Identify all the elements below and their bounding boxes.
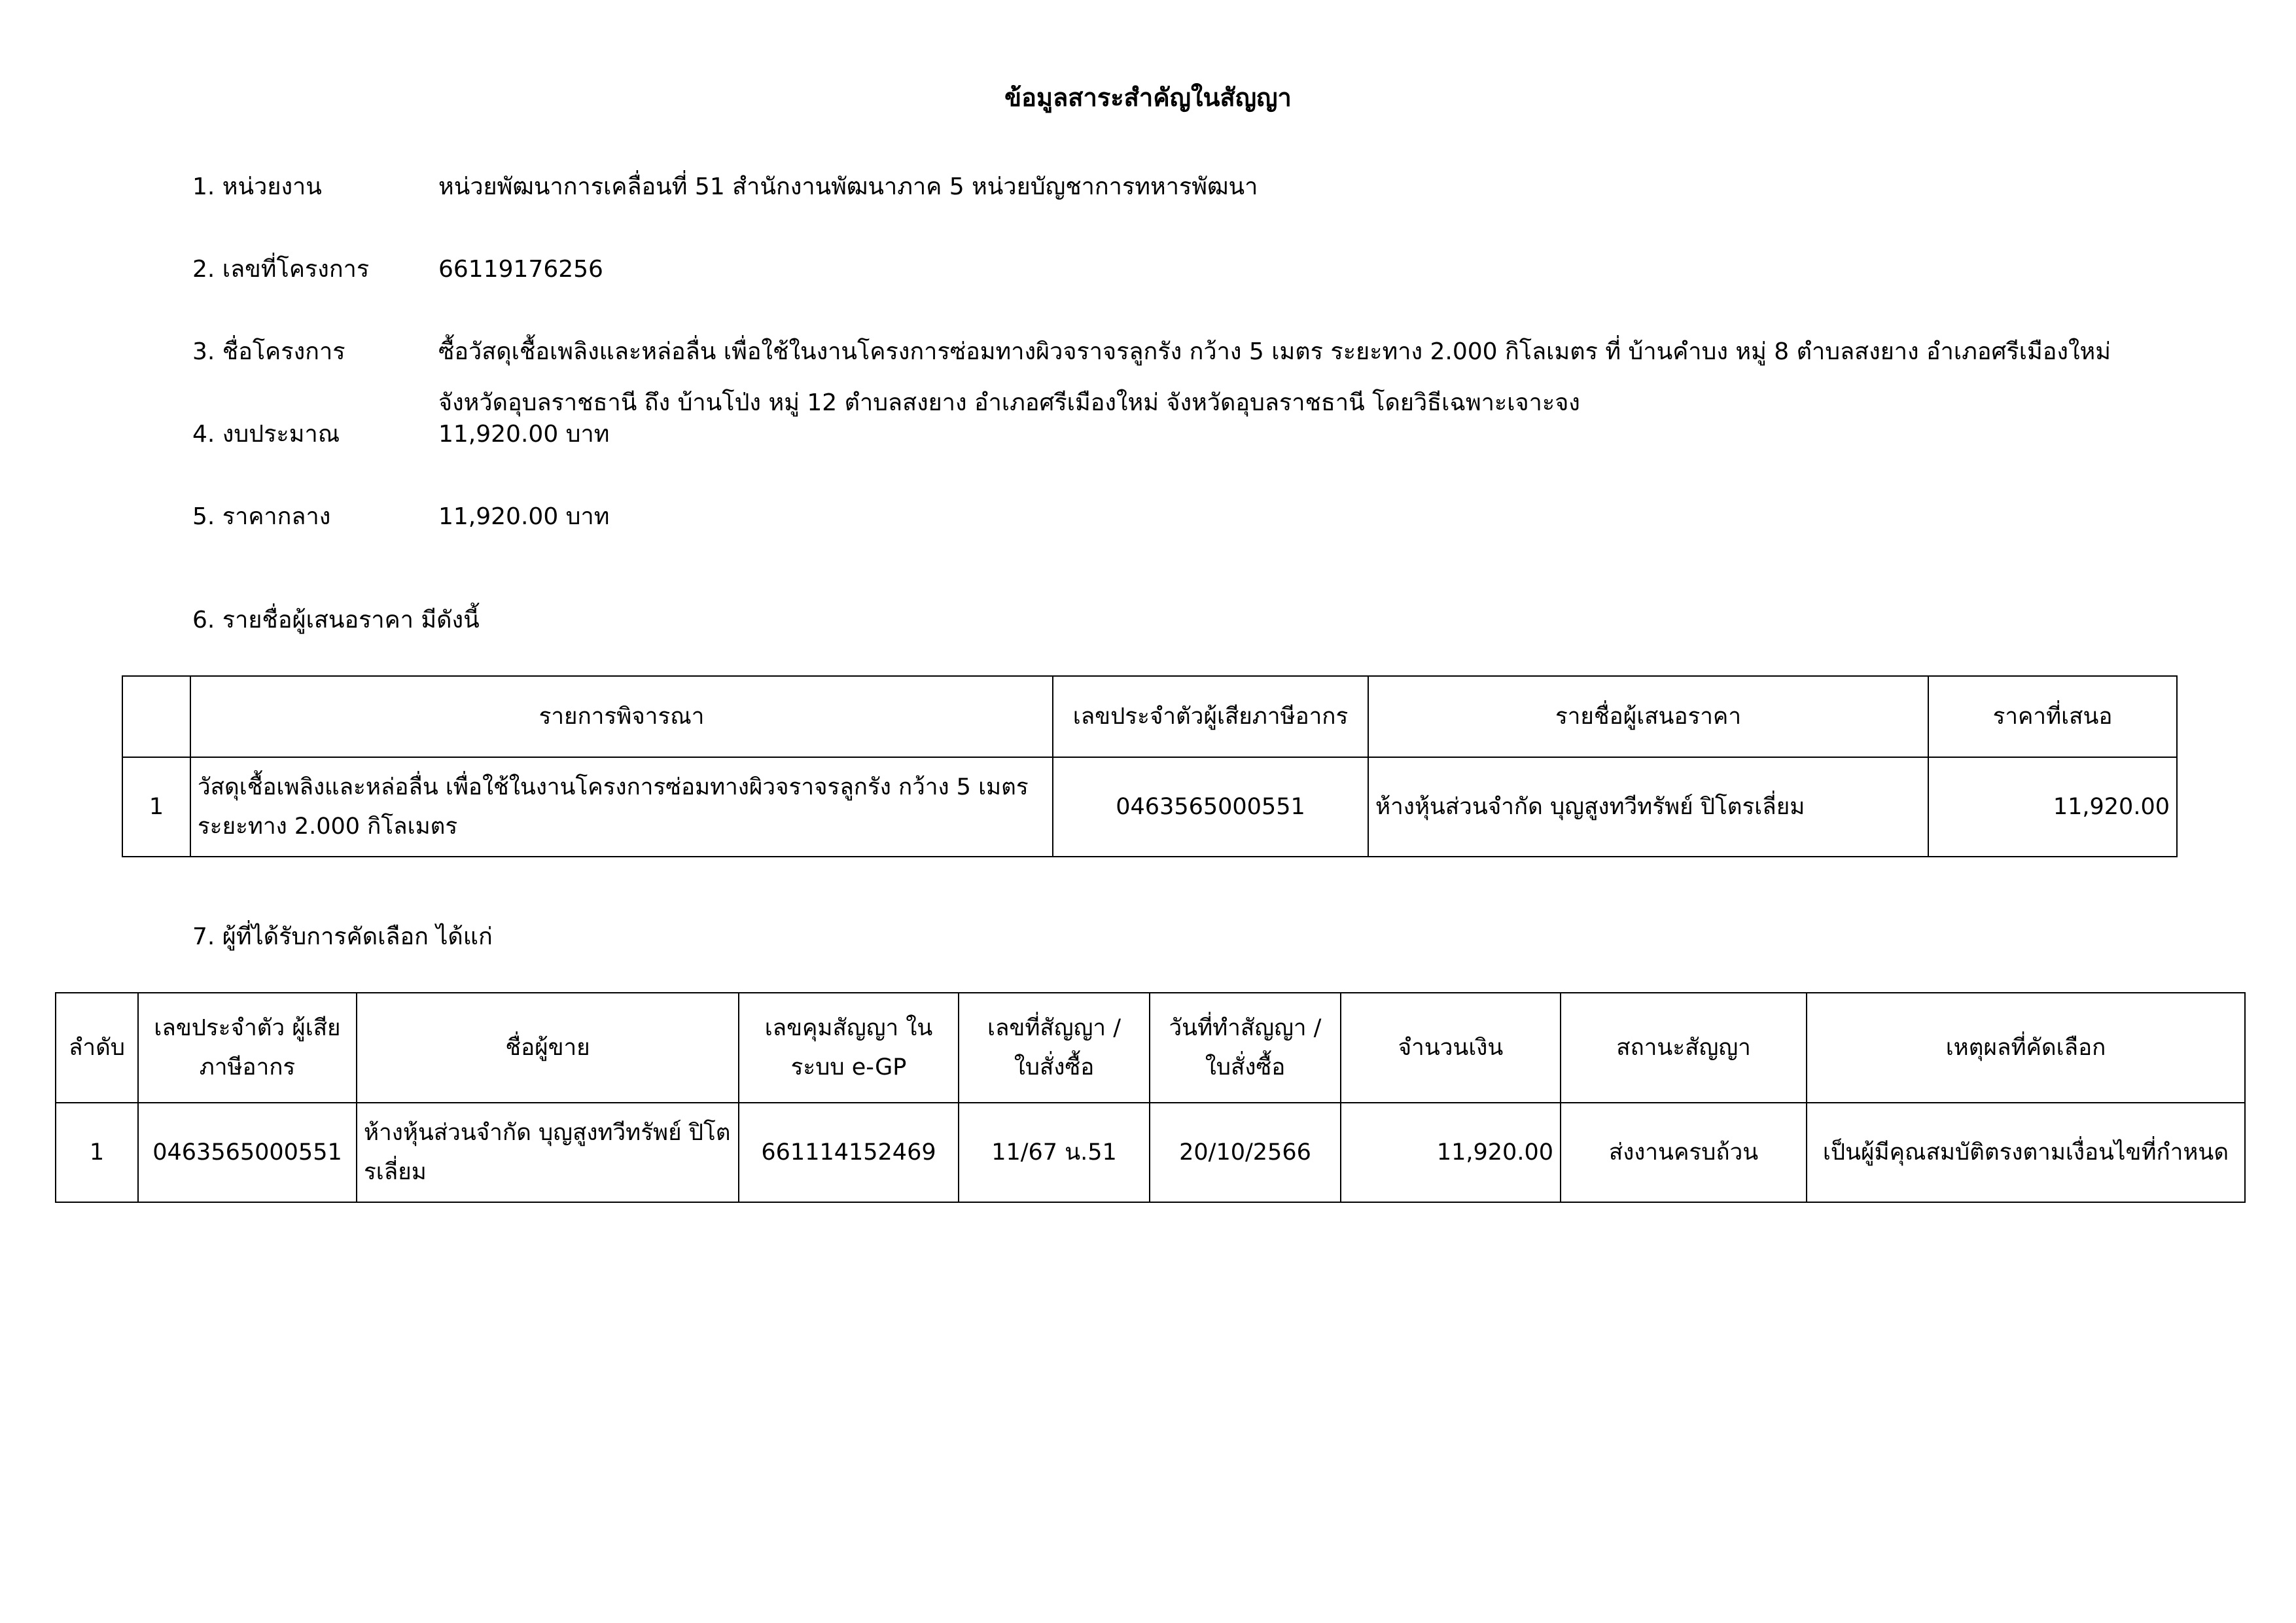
column-header: เลขที่สัญญา / ใบสั่งซื้อ [959,993,1150,1103]
column-header [122,676,190,757]
row-number: 1 [122,757,190,857]
item-label: 4. งบประมาณ [192,421,340,448]
table-row [56,1103,2245,1202]
seller-name: ห้างหุ้นส่วนจำกัด บุญสูงทวีทรัพย์ ปิโตรเลี่ยม [357,1103,739,1202]
item-value-line2: จังหวัดอุบลราชธานี ถึง บ้านโป่ง หมู่ 12 ตำบลสงยาง อำเภอศรีเมืองใหม่ จังหวัดอุบลราชธานี โดยวิธีเฉพาะเจาะจง [438,389,1580,416]
column-header: เลขประจำตัว ผู้เสียภาษีอากร [138,993,357,1103]
amount: 11,920.00 [1341,1103,1561,1202]
selected-vendor-table [55,992,2246,1203]
column-header: จำนวนเงิน [1341,993,1561,1103]
egp-control-number: 661114152469 [739,1103,959,1202]
item-description: วัสดุเชื้อเพลิงและหล่อลื่น เพื่อใช้ในงานโครงการซ่อมทางผิวจราจรลูกรัง กว้าง 5 เมตร ระยะทาง 2.000 กิโลเมตร [190,757,1053,857]
column-header: เหตุผลที่คัดเลือก [1807,993,2245,1103]
column-header: รายชื่อผู้เสนอราคา [1368,676,1928,757]
section6-heading: 6. รายชื่อผู้เสนอราคา มีดังนี้ [192,607,480,633]
document-title: ข้อมูลสาระสำคัญในสัญญา [1004,83,1292,112]
item-label: 3. ชื่อโครงการ [192,338,345,365]
contract-date: 20/10/2566 [1150,1103,1341,1202]
table-row [122,757,2177,857]
item-value: หน่วยพัฒนาการเคลื่อนที่ 51 สำนักงานพัฒนาภาค 5 หน่วยบัญชาการทหารพัฒนา [438,173,1258,200]
item-value: 66119176256 [438,256,603,283]
table-header-row [122,676,2177,757]
item-value: 11,920.00 บาท [438,421,610,448]
column-header: สถานะสัญญา [1561,993,1807,1103]
column-header: ราคาที่เสนอ [1928,676,2177,757]
column-header: เลขคุมสัญญา ในระบบ e-GP [739,993,959,1103]
row-number: 1 [56,1103,138,1202]
bidder-name: ห้างหุ้นส่วนจำกัด บุญสูงทวีทรัพย์ ปิโตรเลี่ยม [1368,757,1928,857]
item-value: 11,920.00 บาท [438,503,610,530]
table-header-row [56,993,2245,1103]
bidders-table [122,675,2178,857]
column-header: ชื่อผู้ขาย [357,993,739,1103]
column-header: ลำดับ [56,993,138,1103]
item-label: 2. เลขที่โครงการ [192,256,370,283]
column-header: วันที่ทำสัญญา / ใบสั่งซื้อ [1150,993,1341,1103]
contract-status: ส่งงานครบถ้วน [1561,1103,1807,1202]
section7-heading: 7. ผู้ที่ได้รับการคัดเลือก ได้แก่ [192,923,493,950]
column-header: รายการพิจารณา [190,676,1053,757]
contract-number: 11/67 น.51 [959,1103,1150,1202]
item-label: 5. ราคากลาง [192,503,331,530]
selection-reason: เป็นผู้มีคุณสมบัติตรงตามเงื่อนไขที่กำหนด [1807,1103,2245,1202]
column-header: เลขประจำตัวผู้เสียภาษีอากร [1053,676,1368,757]
tax-id: 0463565000551 [1053,757,1368,857]
tax-id: 0463565000551 [138,1103,357,1202]
offered-price: 11,920.00 [1928,757,2177,857]
item-value: ซื้อวัสดุเชื้อเพลิงและหล่อลื่น เพื่อใช้ในงานโครงการซ่อมทางผิวจราจรลูกรัง กว้าง 5 เมตร ระยะทาง 2.000 กิโลเมตร ที่ บ้านคำบง หมู่ 8 ตำบลสงยาง อำเภอศรีเมืองใหม่ [438,338,2111,365]
item-label: 1. หน่วยงาน [192,173,322,200]
